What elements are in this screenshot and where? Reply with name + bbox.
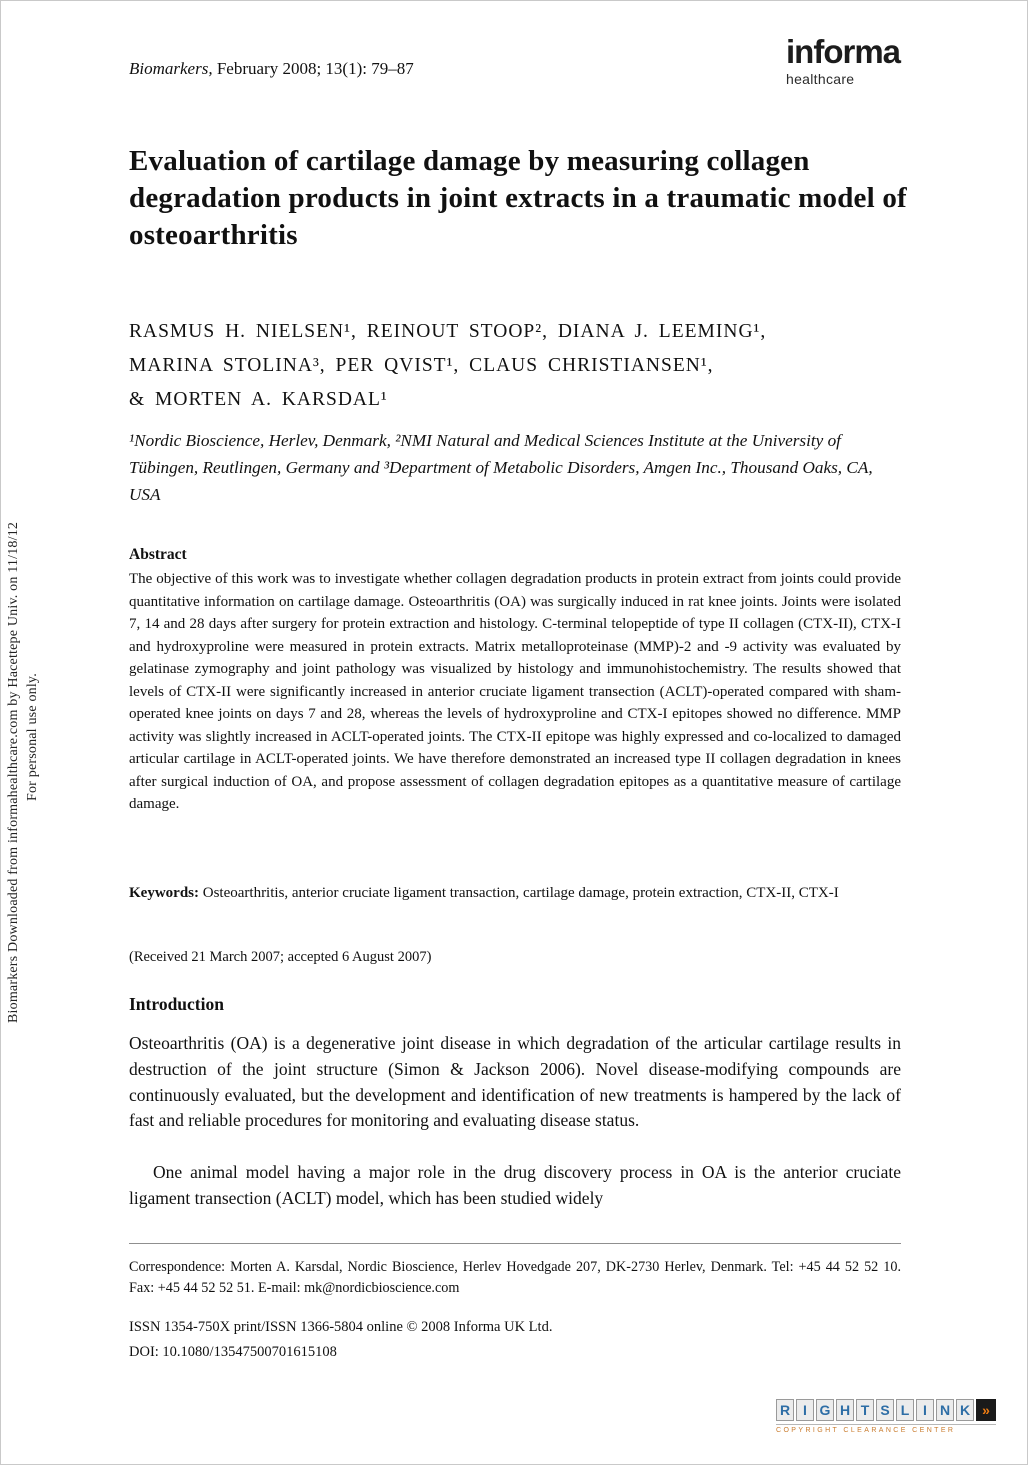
keywords-label: Keywords: <box>129 885 199 901</box>
introduction-paragraph-1: Osteoarthritis (OA) is a degenerative joint disease in which degradation of the articular cartilage results in destruction of the joint structure (Simon & Jackson 2006). Novel disease-modifying compounds are continuously evaluated, but the development and identification of new treatments is hampered by the lack of fast and reliable procedures for monitoring and evaluating disease status. <box>129 1033 901 1131</box>
author-line: RASMUS H. NIELSEN¹, REINOUT STOOP², DIANA J. LEEMING¹, <box>129 321 767 342</box>
introduction-heading: Introduction <box>129 994 224 1014</box>
rightslink-letter: T <box>856 1399 874 1421</box>
journal-name: Biomarkers, <box>129 59 213 78</box>
footnote-divider <box>129 1243 901 1244</box>
issn-copyright-line: ISSN 1354-750X print/ISSN 1366-5804 online © 2008 Informa UK Ltd. <box>129 1319 553 1335</box>
copyright-clearance-center-caption: COPYRIGHT CLEARANCE CENTER <box>776 1424 996 1434</box>
healthcare-wordmark: healthcare <box>786 71 855 87</box>
author-list <box>129 315 901 417</box>
correspondence-note: Correspondence: Morten A. Karsdal, Nordic Bioscience, Herlev Hovedgade 207, DK-2730 Herlev, Denmark. Tel: +45 44 52 52 10. Fax: +45 44 52 52 51. E-mail: mk@nordicbioscience.com <box>129 1259 901 1296</box>
author-line: MARINA STOLINA³, PER QVIST¹, CLAUS CHRISTIANSEN¹, <box>129 355 714 376</box>
rightslink-logo[interactable] <box>776 1399 996 1434</box>
download-restriction-note: Biomarkers Downloaded from informahealthcare.com by Hacettepe Univ. on 11/18/12 <box>6 521 21 1023</box>
informa-healthcare-logo <box>786 35 916 87</box>
author-line: & MORTEN A. KARSDAL¹ <box>129 389 388 410</box>
rightslink-letter: R <box>776 1399 794 1421</box>
rightslink-letter: G <box>816 1399 834 1421</box>
keywords-text: Osteoarthritis, anterior cruciate ligament transaction, cartilage damage, protein extraction, CTX-II, CTX-I <box>202 885 839 901</box>
doi-line: DOI: 10.1080/13547500701615108 <box>129 1344 337 1360</box>
rightslink-letter: I <box>916 1399 934 1421</box>
rightslink-letter: S <box>876 1399 894 1421</box>
affiliations: ¹Nordic Bioscience, Herlev, Denmark, ²NMI Natural and Medical Sciences Institute at the University of Tübingen, Reutlingen, Germany and ³Department of Metabolic Disorders, Amgen Inc., Thousand Oaks, CA, USA <box>129 431 873 504</box>
rightslink-letter: L <box>896 1399 914 1421</box>
rightslink-letter: H <box>836 1399 854 1421</box>
citation-details: February 2008; 13(1): 79–87 <box>212 59 414 78</box>
rightslink-letters <box>776 1399 996 1421</box>
rightslink-letter: I <box>796 1399 814 1421</box>
received-accepted-line: (Received 21 March 2007; accepted 6 August 2007) <box>129 949 432 965</box>
introduction-paragraph-2: One animal model having a major role in the drug discovery process in OA is the anterior cruciate ligament transection (ACLT) model, which has been studied widely <box>129 1162 901 1208</box>
rightslink-arrow-icon: » <box>976 1399 996 1421</box>
keywords-line <box>129 882 901 905</box>
abstract-section <box>129 546 901 816</box>
rightslink-letter: N <box>936 1399 954 1421</box>
rightslink-letter: K <box>956 1399 974 1421</box>
abstract-heading: Abstract <box>129 546 187 563</box>
personal-use-note: For personal use only. <box>25 673 40 801</box>
article-title: Evaluation of cartilage damage by measuring collagen degradation products in joint extracts in a traumatic model of osteoarthritis <box>129 145 907 251</box>
informa-wordmark: informa <box>786 33 901 70</box>
abstract-text: The objective of this work was to investigate whether collagen degradation products in protein extract from joints could provide quantitative information on cartilage damage. Osteoarthritis (OA) was surgically induced in rat knee joints. Joints were isolated 7, 14 and 28 days after surgery for protein extraction and histology. C-terminal telopeptide of type II collagen (CTX-II), CTX-I and hydroxyproline were measured in protein extracts. Matrix metalloproteinase (MMP)-2 and -9 activity was evaluated by gelatinase zymography and joint pathology was visualized by histology and immunohistochemistry. The results showed that levels of CTX-II were significantly increased in anterior cruciate ligament transection (ACLT)-operated compared with sham-operated knee joints on days 7 and 28, whereas the levels of hydroxyproline and CTX-I epitopes showed no difference. MMP activity was slightly increased in ACLT-operated joints. The CTX-II epitope was highly expressed and co-localized to damaged articular cartilage in ACLT-operated joints. We have therefore demonstrated an increased type II collagen degradation in knees after surgical induction of OA, and propose assessment of collagen degradation epitopes as a quantitative measure of cartilage damage. <box>129 571 901 812</box>
